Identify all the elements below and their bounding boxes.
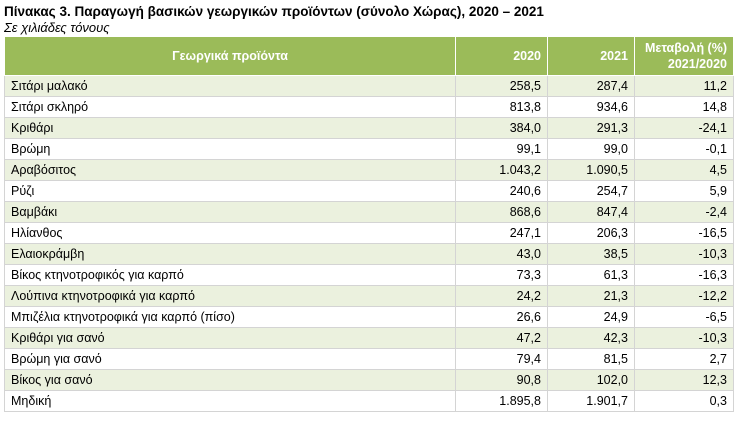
table-row [5,76,734,97]
cell-2021: 81,5 [548,349,635,370]
cell-change: -24,1 [635,118,734,139]
cell-change: -10,3 [635,244,734,265]
cell-2021: 206,3 [548,223,635,244]
table-row [5,328,734,349]
cell-product: Μπιζέλια κτηνοτροφικά για καρπό (πίσο) [5,307,456,328]
cell-change: 11,2 [635,76,734,97]
cell-2020: 26,6 [456,307,548,328]
cell-change: -6,5 [635,307,734,328]
cell-2021: 291,3 [548,118,635,139]
cell-change: -10,3 [635,328,734,349]
cell-2020: 240,6 [456,181,548,202]
cell-product: Λούπινα κτηνοτροφικά για καρπό [5,286,456,307]
cell-2020: 1.043,2 [456,160,548,181]
table-header [5,37,734,76]
table-row [5,181,734,202]
table-row [5,118,734,139]
cell-product: Βρώμη για σανό [5,349,456,370]
cell-product: Βίκος για σανό [5,370,456,391]
cell-2021: 102,0 [548,370,635,391]
cell-2021: 42,3 [548,328,635,349]
table-body [5,76,734,412]
cell-product: Βίκος κτηνοτροφικός για καρπό [5,265,456,286]
cell-2020: 1.895,8 [456,391,548,412]
table-row [5,391,734,412]
cell-product: Ηλίανθος [5,223,456,244]
table-subtitle: Σε χιλιάδες τόνους [4,20,110,35]
cell-2020: 384,0 [456,118,548,139]
cell-product: Ελαιοκράμβη [5,244,456,265]
table-title: Πίνακας 3. Παραγωγή βασικών γεωργικών προϊόντων (σύνολο Χώρας), 2020 – 2021 [4,4,544,19]
table-row [5,286,734,307]
cell-product: Βρώμη [5,139,456,160]
cell-2021: 61,3 [548,265,635,286]
cell-2020: 247,1 [456,223,548,244]
cell-2020: 99,1 [456,139,548,160]
cell-change: -0,1 [635,139,734,160]
header-2021: 2021 [548,37,635,76]
cell-product: Ρύζι [5,181,456,202]
header-row [5,37,734,76]
production-table [4,36,734,412]
cell-2020: 79,4 [456,349,548,370]
cell-change: 14,8 [635,97,734,118]
header-change-line1: Μεταβολή (%) [644,41,727,55]
cell-product: Μηδική [5,391,456,412]
header-2020: 2020 [456,37,548,76]
table-row [5,370,734,391]
cell-2020: 24,2 [456,286,548,307]
table-row [5,160,734,181]
cell-2021: 24,9 [548,307,635,328]
cell-product: Βαμβάκι [5,202,456,223]
table-row [5,307,734,328]
cell-change: 0,3 [635,391,734,412]
table-row [5,139,734,160]
table-row [5,97,734,118]
cell-2020: 73,3 [456,265,548,286]
cell-change: 5,9 [635,181,734,202]
cell-2021: 1.901,7 [548,391,635,412]
cell-2020: 868,6 [456,202,548,223]
header-product: Γεωργικά προϊόντα [5,37,456,76]
cell-product: Σιτάρι μαλακό [5,76,456,97]
cell-2021: 21,3 [548,286,635,307]
cell-2020: 258,5 [456,76,548,97]
cell-change: -16,5 [635,223,734,244]
table-row [5,223,734,244]
cell-2021: 934,6 [548,97,635,118]
cell-2021: 287,4 [548,76,635,97]
cell-2020: 47,2 [456,328,548,349]
cell-change: -12,2 [635,286,734,307]
cell-2021: 99,0 [548,139,635,160]
table-row [5,349,734,370]
header-change [635,37,734,76]
cell-change: 2,7 [635,349,734,370]
cell-product: Κριθάρι [5,118,456,139]
cell-change: 12,3 [635,370,734,391]
cell-2021: 38,5 [548,244,635,265]
cell-2021: 1.090,5 [548,160,635,181]
cell-change: 4,5 [635,160,734,181]
header-change-line2: 2021/2020 [667,57,727,71]
table-row [5,265,734,286]
cell-2020: 813,8 [456,97,548,118]
cell-product: Αραβόσιτος [5,160,456,181]
cell-change: -16,3 [635,265,734,286]
cell-2020: 90,8 [456,370,548,391]
table-row [5,202,734,223]
cell-product: Σιτάρι σκληρό [5,97,456,118]
cell-2021: 254,7 [548,181,635,202]
cell-change: -2,4 [635,202,734,223]
table-row [5,244,734,265]
cell-product: Κριθάρι για σανό [5,328,456,349]
cell-2021: 847,4 [548,202,635,223]
cell-2020: 43,0 [456,244,548,265]
